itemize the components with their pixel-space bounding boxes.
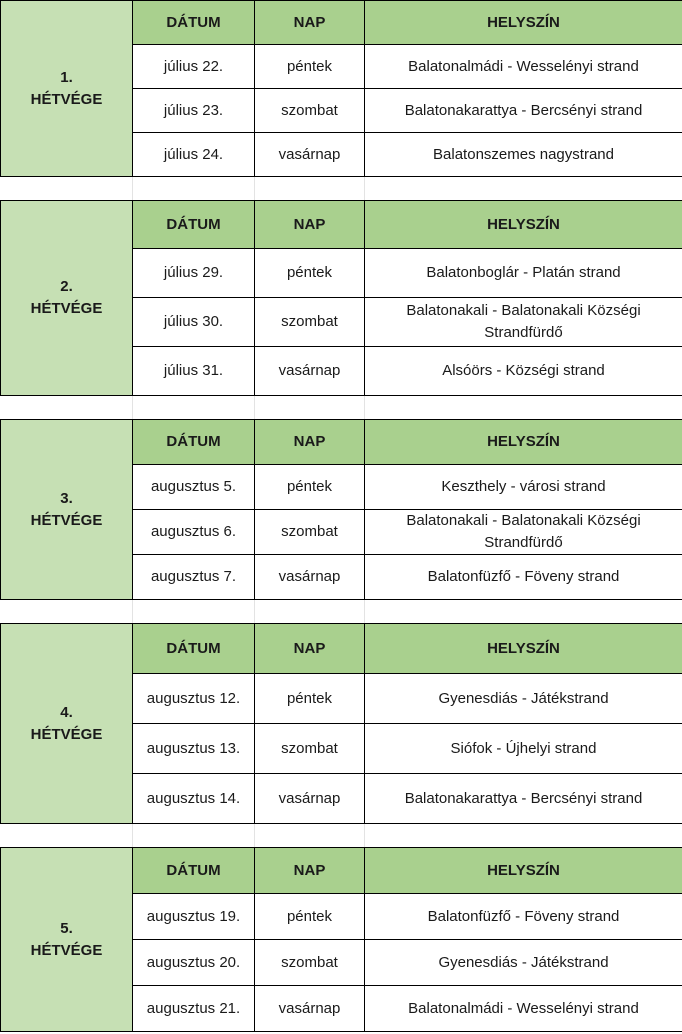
date-cell: augusztus 21. — [133, 986, 255, 1032]
place-cell: Balatonakali - Balatonakali Községi Strandfürdő — [365, 298, 682, 347]
day-cell: szombat — [255, 724, 365, 774]
weekend-label-cell — [1, 1, 133, 177]
header-row — [1, 1, 682, 45]
weekend-number: 3. — [60, 489, 73, 507]
spacer-cell — [133, 824, 255, 848]
day-cell: péntek — [255, 249, 365, 298]
date-cell: augusztus 14. — [133, 774, 255, 824]
spacer-cell — [365, 600, 682, 624]
weekend-label-cell — [1, 420, 133, 600]
date-cell: augusztus 20. — [133, 940, 255, 986]
spacer-row — [1, 600, 682, 624]
spacer-cell — [133, 177, 255, 201]
header-row — [1, 624, 682, 674]
place-cell: Gyenesdiás - Játékstrand — [365, 674, 682, 724]
weekend-label: HÉTVÉGE — [30, 941, 103, 959]
spacer-cell — [365, 396, 682, 420]
date-cell: augusztus 6. — [133, 510, 255, 555]
day-cell: vasárnap — [255, 774, 365, 824]
place-cell: Keszthely - városi strand — [365, 465, 682, 510]
place-cell: Balatonfüzfő - Föveny strand — [365, 555, 682, 600]
spacer-cell — [255, 396, 365, 420]
day-cell: vasárnap — [255, 133, 365, 177]
day-cell: péntek — [255, 674, 365, 724]
day-cell: szombat — [255, 298, 365, 347]
column-header-date: DÁTUM — [133, 848, 255, 894]
spacer-cell — [255, 177, 365, 201]
spacer-row — [1, 177, 682, 201]
day-cell: szombat — [255, 940, 365, 986]
place-cell: Alsóörs - Községi strand — [365, 347, 682, 396]
day-cell: péntek — [255, 894, 365, 940]
place-cell: Balatonalmádi - Wesselényi strand — [365, 986, 682, 1032]
place-cell: Gyenesdiás - Játékstrand — [365, 940, 682, 986]
date-cell: augusztus 13. — [133, 724, 255, 774]
spacer-row — [1, 824, 682, 848]
spacer-cell — [133, 600, 255, 624]
date-cell: július 23. — [133, 89, 255, 133]
weekend-number: 2. — [60, 278, 73, 295]
day-cell: vasárnap — [255, 986, 365, 1032]
weekend-number: 4. — [60, 703, 73, 721]
day-cell: péntek — [255, 465, 365, 510]
spacer-cell — [255, 824, 365, 848]
column-header-date: DÁTUM — [133, 420, 255, 465]
date-cell: augusztus 7. — [133, 555, 255, 600]
column-header-day: NAP — [255, 420, 365, 465]
column-header-day: NAP — [255, 1, 365, 45]
date-cell: augusztus 12. — [133, 674, 255, 724]
column-header-place: HELYSZÍN — [365, 201, 682, 249]
spacer-cell — [1, 177, 133, 201]
day-cell: szombat — [255, 510, 365, 555]
day-cell: szombat — [255, 89, 365, 133]
spacer-row — [1, 396, 682, 420]
column-header-day: NAP — [255, 201, 365, 249]
date-cell: július 22. — [133, 45, 255, 89]
day-cell: vasárnap — [255, 347, 365, 396]
date-cell: július 29. — [133, 249, 255, 298]
spacer-cell — [1, 396, 133, 420]
day-cell: vasárnap — [255, 555, 365, 600]
spacer-cell — [365, 177, 682, 201]
column-header-day: NAP — [255, 624, 365, 674]
weekend-label-cell — [1, 201, 133, 396]
weekend-label: HÉTVÉGE — [30, 725, 103, 743]
place-cell: Balatonakarattya - Bercsényi strand — [365, 774, 682, 824]
column-header-date: DÁTUM — [133, 624, 255, 674]
date-cell: augusztus 5. — [133, 465, 255, 510]
place-cell: Siófok - Újhelyi strand — [365, 724, 682, 774]
date-cell: augusztus 19. — [133, 894, 255, 940]
date-cell: július 30. — [133, 298, 255, 347]
column-header-place: HELYSZÍN — [365, 1, 682, 45]
weekend-label-cell — [1, 848, 133, 1032]
column-header-place: HELYSZÍN — [365, 848, 682, 894]
spacer-cell — [365, 824, 682, 848]
header-row — [1, 848, 682, 894]
column-header-day: NAP — [255, 848, 365, 894]
column-header-place: HELYSZÍN — [365, 420, 682, 465]
spacer-cell — [1, 600, 133, 624]
spacer-cell — [1, 824, 133, 848]
spacer-cell — [133, 396, 255, 420]
place-cell: Balatonboglár - Platán strand — [365, 249, 682, 298]
spacer-cell — [255, 600, 365, 624]
place-cell: Balatonfüzfő - Föveny strand — [365, 894, 682, 940]
date-cell: július 24. — [133, 133, 255, 177]
place-cell: Balatonakarattya - Bercsényi strand — [365, 89, 682, 133]
weekend-label-cell — [1, 624, 133, 824]
weekend-label: HÉTVÉGE — [30, 300, 103, 317]
weekend-number: 1. — [60, 68, 73, 86]
day-cell: péntek — [255, 45, 365, 89]
place-cell: Balatonszemes nagystrand — [365, 133, 682, 177]
place-cell: Balatonakali - Balatonakali Községi Strandfürdő — [365, 510, 682, 555]
weekend-label: HÉTVÉGE — [30, 511, 103, 529]
weekend-number: 5. — [60, 919, 73, 937]
place-cell: Balatonalmádi - Wesselényi strand — [365, 45, 682, 89]
date-cell: július 31. — [133, 347, 255, 396]
weekend-label: HÉTVÉGE — [30, 90, 103, 108]
column-header-date: DÁTUM — [133, 201, 255, 249]
header-row — [1, 201, 682, 249]
header-row — [1, 420, 682, 465]
column-header-place: HELYSZÍN — [365, 624, 682, 674]
column-header-date: DÁTUM — [133, 1, 255, 45]
